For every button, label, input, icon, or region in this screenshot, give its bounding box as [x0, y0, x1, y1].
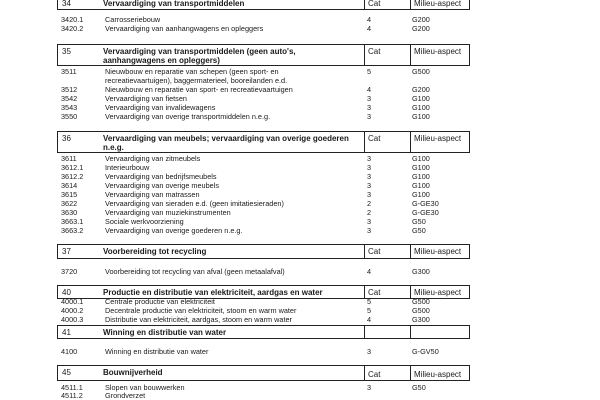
- table-row: 3420.2 Vervaardiging van aanhangwagens en opleggers 4 G200: [61, 24, 430, 33]
- cat-header: Cat: [368, 134, 381, 143]
- section-title: Winning en distributie van water: [103, 328, 227, 337]
- table-row: 3612.1 Interieurbouw 3 G100: [61, 163, 430, 172]
- section-title: Productie en distributie van elektriciteit, aardgas en water: [103, 288, 323, 297]
- table-row: 3614 Vervaardiging van overige meubels 3 G100: [61, 181, 430, 190]
- table-row: 4511.2 Grondverzet: [61, 391, 146, 400]
- table-row: 4511.1 Slopen van bouwwerken 3 G50: [61, 383, 426, 392]
- section-header: [57, 325, 470, 339]
- milieu-header: Milieu-aspect: [414, 370, 462, 379]
- cat-header: Cat: [368, 247, 381, 256]
- section-header: [57, 131, 470, 153]
- milieu-header: Milieu-aspect: [414, 47, 462, 56]
- table-row: 4000.1 Centrale productie van elektriciteit 5 G500: [61, 297, 430, 306]
- section-number: 34: [62, 0, 71, 8]
- table-row: 3663.1 Sociale werkvoorziening 3 G50: [61, 217, 426, 226]
- cat-header: Cat: [368, 288, 381, 297]
- table-row: 3542 Vervaardiging van fietsen 3 G100: [61, 94, 430, 103]
- section-number: 37: [62, 247, 71, 256]
- section-number: 41: [62, 328, 71, 337]
- table-row: 3543 Vervaardiging van invalidewagens 3 G100: [61, 103, 430, 112]
- milieu-header: Milieu-aspect: [414, 134, 462, 143]
- section-number: 35: [62, 47, 71, 56]
- table-row: 3611 Vervaardiging van zitmeubels 3 G100: [61, 154, 430, 163]
- table-row: 4100 Winning en distributie van water 3 G-GV50: [61, 347, 439, 356]
- table-row: 3612.2 Vervaardiging van bedrijfsmeubels 3 G100: [61, 172, 430, 181]
- table-row: 3550 Vervaardiging van overige transportmiddelen n.e.g. 3 G100: [61, 112, 430, 121]
- section-number: 40: [62, 288, 71, 297]
- table-row: 3663.2 Vervaardiging van overige goederen n.e.g. 3 G50: [61, 226, 426, 235]
- section-title: Voorbereiding tot recycling: [103, 247, 207, 256]
- section-header: [57, 0, 470, 10]
- milieu-header: Milieu-aspect: [414, 288, 462, 297]
- cat-header: Cat: [368, 0, 381, 8]
- cat-header: Cat: [368, 370, 381, 379]
- table-row: 4000.3 Distributie van elektriciteit, aardgas, stoom en warm water 4 G300: [61, 315, 430, 324]
- table-row: 3622 Vervaardiging van sieraden e.d. (geen imitatiesieraden) 2 G-GE30: [61, 199, 439, 208]
- cat-header: Cat: [368, 47, 381, 56]
- table-row: 4000.2 Decentrale productie van elektriciteit, stoom en warm water 5 G500: [61, 306, 430, 315]
- section-title: Bouwnijverheid: [103, 368, 163, 377]
- section-header: [57, 365, 470, 381]
- table-row: 3630 Vervaardiging van muziekinstrumenten 2 G-GE30: [61, 208, 439, 217]
- table-row: 3511 Nieuwbouw en reparatie van schepen (geen sport- en 5 G500: [61, 67, 430, 76]
- table-row: 3512 Nieuwbouw en reparatie van sport- en recreatievaartuigen 4 G200: [61, 85, 430, 94]
- section-header: [57, 44, 470, 66]
- section-header: [57, 244, 470, 259]
- section-title: Vervaardiging van transportmiddelen (geen auto's, aanhangwagens en opleggers): [103, 47, 296, 65]
- table-row: 3720 Voorbereiding tot recycling van afval (geen metaalafval) 4 G300: [61, 267, 430, 276]
- section-number: 45: [62, 368, 71, 377]
- milieu-header: Milieu-aspect: [414, 0, 462, 8]
- section-title: Vervaardiging van meubels; vervaardiging van overige goederen n.e.g.: [103, 134, 349, 152]
- section-title: Vervaardiging van transportmiddelen: [103, 0, 245, 8]
- section-number: 36: [62, 134, 71, 143]
- table-row: 3420.1 Carrosseriebouw 4 G200: [61, 15, 430, 24]
- milieu-header: Milieu-aspect: [414, 247, 462, 256]
- table-row: 3615 Vervaardiging van matrassen 3 G100: [61, 190, 430, 199]
- table-row: recreatievaartuigen), baggermaterieel, booreilanden e.d.: [105, 76, 288, 85]
